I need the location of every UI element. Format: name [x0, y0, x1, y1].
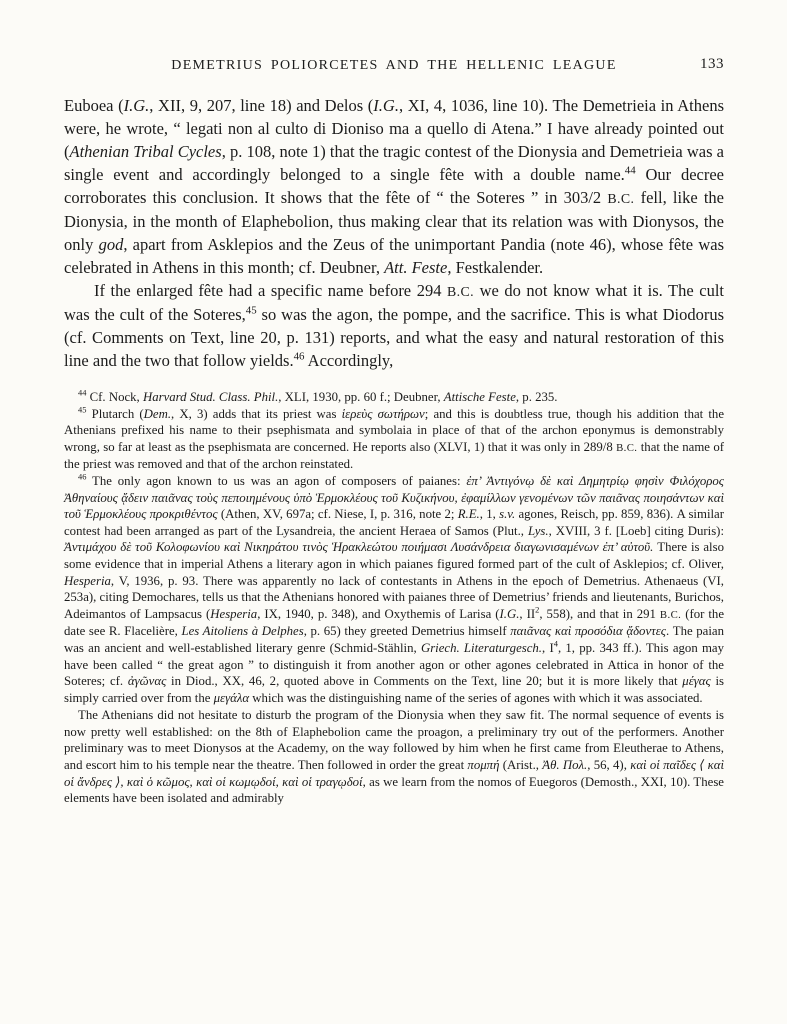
text-continuation-section — [64, 707, 724, 807]
footnote-45: $^{45}$ Plutarch (Dem., X, 3) adds that its priest was ἱερεὺς σωτήρων; and this is doubtless true, though his addition that the Athenians prefixed his name to their psephismata and symbolaia in place of that of the archon eponymus is demonstrably wrong, so far at least as the psephismata are concerned. He reports also (XLVI, 1) that it was only in 289/8 B.C. that the name of the priest was removed and that of the archon reinstated. — [64, 404, 724, 472]
footnote-44: $^{44}$ Cf. Nock, Harvard Stud. Class. Phil., XLI, 1930, pp. 60 f.; Deubner, Attische Feste, p. 235. — [78, 387, 558, 404]
running-title: DEMETRIUS POLIORCETES AND THE HELLENIC LEAGUE — [171, 58, 617, 73]
page-header — [64, 56, 724, 76]
article-body — [64, 94, 724, 372]
body-paragraph: Euboea (I.G., XII, 9, 207, line 18) and Delos (I.G., XI, 4, 1036, line 10). The Demetrieia in Athens were, he wrote, “ legati non al culto di Dioniso ma a quello di Atena.” I have already pointed out (Athenian Tribal Cycles, p. 108, note 1) that the tragic contest of the Dionysia and Demetrieia was a single event and accordingly belonged to a single fête with a double name.$^{44}$ Our decree corroborates this conclusion. It shows that the fête of “ the Soteres ” in 303/2 B.C. fell, like the Dionysia, in the month of Elaphebolion, thus making clear that its relation was with Dionysos, the only god, apart from Asklepios and the Zeus of the unimportant Pandia (note 46), whose fête was celebrated in Athens in this month; cf. Deubner, Att. Feste, Festkalender. — [64, 96, 724, 277]
footnote-46: $^{46}$ The only agon known to us was an agon of composers of paianes: ἐπ’ Ἀντιγόνῳ δὲ καὶ Δημητρίῳ φησὶν Φιλόχορος Ἀθηναίους ᾄδειν παιᾶνας τοὺς πεποιημένους ὑπὸ Ἑρμοκλέους τοῦ Κυζικήνου, ἐφαμίλλων γενομένων τῶν παιᾶνας ποιησάντων καὶ τοῦ Ἑρμοκλέους προκριθέντος (Athen, XV, 697a; cf. Niese, I, p. 316, note 2; R.E., 1, s.v. agones, Reisch, pp. 859, 836). A similar contest had been arranged as part of the Lysandreia, the ancient Heraea of Samos (Plut., Lys., XVIII, 3 f. [Loeb] citing Duris): Ἀντιμάχου δὲ τοῦ Κολοφωνίου καὶ Νικηράτου τινὸς Ἡρακλεώτου ποιήμασι Λυσάνδρεια διαγωνισαμένων ἐπ’ αὐτοῦ. There is also some evidence that in imperial Athens a literary agon in which paianes figured formed part of the cult of Asklepios; cf. Oliver, Hesperia, V, 1936, p. 93. There was apparently no lack of contestants in Athens in the epoch of Demetrius. Athenaeus (VI, 253a), citing Demochares, tells us that the Athenians honored with paianes three of Demetrius’ friends and lieutenants, Burichos, Adeimantos of Lampsacus (Hesperia, IX, 1940, p. 348), and Oxythemis of Larisa (I.G., $II^2$, 558), and that in 291 B.C. (for the date see R. Flacelière, Les Aitoliens à Delphes, p. 65) they greeted Demetrius himself παιᾶνας καὶ προσόδια ᾄδοντες. The paian was an ancient and well-established literary genre (Schmid-Stählin, Griech. Literaturgesch., $I^4$, 1, pp. 343 ff.). This agon may have been called “ the great agon ” to distinguish it from another agon or other agones celebrated in Attica in honor of the Soteres; cf. ἀγῶνας in Diod., XX, 46, 2, quoted above in Comments on the Text, line 20; but it is more likely that μέγας is simply carried over from the μεγάλα which was the distinguishing name of the series of agones with which it was associated. — [64, 471, 725, 705]
body-paragraph: If the enlarged fête had a specific name before 294 B.C. we do not know what it is. The cult was the cult of the Soteres,$^{45}$ so was the agon, the pompe, and the sacrifice. This is what Diodorus (cf. Comments on Text, line 20, p. 131) reports, and what the easy and natural restoration of this line and the two that follow yields.$^{46}$ Accordingly, — [64, 281, 724, 370]
footnotes-section — [64, 389, 724, 706]
page-number: 133 — [700, 56, 724, 72]
continuation-paragraph: The Athenians did not hesitate to disturb the program of the Dionysia when they saw fit. The normal sequence of events is now pretty well established: on the 8th of Elaphebolion came the proagon, a preliminary try out of the performers. Another preliminary was to meet Dionysos at the Academy, on the way followed by him when he first came from Eleutherae to Athens, and escort him to his temple near the theatre. Then followed in order the great πομπή (Arist., Ἀθ. Πολ., 56, 4), καὶ οἱ παῖδες ⟨ καὶ οἱ ἄνδρες ⟩, καὶ ὁ κῶμος, καὶ οἱ κωμῳδοί, καὶ οἱ τραγῳδοί, as we learn from the nomos of Euegoros (Demosth., XXI, 10). These elements have been isolated and admirably — [64, 708, 724, 806]
